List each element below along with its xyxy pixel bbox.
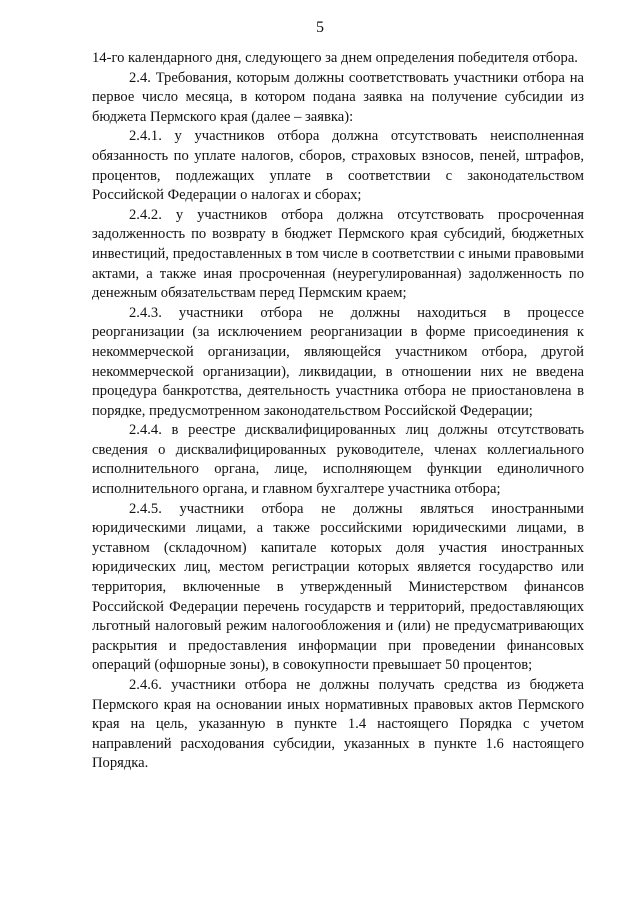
paragraph-2-4-5: 2.4.5. участники отбора не должны являться иностранными юридическими лицами, а также российскими юридическими лицами, в уставном (складочном) капитале которых доля участия иностранных юридических лиц, местом регистрации которых является государство или территория, включенные в утвержденный Министерством финансов Российской Федерации перечень государств и территорий, предоставляющих льготный налоговый режим налогообложения и (или) не предусматривающих раскрытия и предоставления информации при проведении финансовых операций (офшорные зоны), в совокупности превышает 50 процентов; — [92, 500, 584, 674]
paragraph-2-4-1: 2.4.1. у участников отбора должна отсутствовать неисполненная обязанность по уплате налогов, сборов, страховых взносов, пеней, штрафов, процентов, подлежащих уплате в соответствии с законодательством Российской Федерации о налогах и сборах; — [92, 128, 584, 204]
paragraph-2-4-4: 2.4.4. в реестре дисквалифицированных лиц должны отсутствовать сведения о дисквалифицированных руководителе, членах коллегиального исполнительного органа, лице, исполняющем функции единоличного исполнительного органа, и главном бухгалтере участника отбора; — [92, 422, 584, 498]
paragraph-2-4-2: 2.4.2. у участников отбора должна отсутствовать просроченная задолженность по возврату в бюджет Пермского края субсидий, бюджетных инвестиций, предоставленных в том числе в соответствии с иными правовыми актами, а также иная просроченная (неурегулированная) задолженность по денежным обязательствам перед Пермским краем; — [92, 206, 584, 302]
paragraph-2-4-6: 2.4.6. участники отбора не должны получать средства из бюджета Пермского края на основании иных нормативных правовых актов Пермского края на цель, указанную в пункте 1.4 настоящего Порядка с учетом направлений расходования субсидии, указанных в пункте 1.6 настоящего Порядка. — [92, 677, 584, 772]
paragraph-continuation: 14-го календарного дня, следующего за днем определения победителя отбора. — [92, 50, 578, 66]
paragraph-2-4: 2.4. Требования, которым должны соответствовать участники отбора на первое число месяца, в котором подана заявка на получение субсидии из бюджета Пермского края (далее – заявка): — [92, 69, 584, 125]
page-number: 5 — [316, 19, 324, 36]
document-body — [92, 49, 584, 774]
paragraph-2-4-3: 2.4.3. участники отбора не должны находиться в процессе реорганизации (за исключением реорганизации в форме присоединения к некоммерческой организации, являющейся участником отбора, другой некоммерческой организации), ликвидации, в отношении них не введена процедура банкротства, деятельность участника отбора не приостановлена в порядке, предусмотренном законодательством Российской Федерации; — [92, 304, 584, 419]
